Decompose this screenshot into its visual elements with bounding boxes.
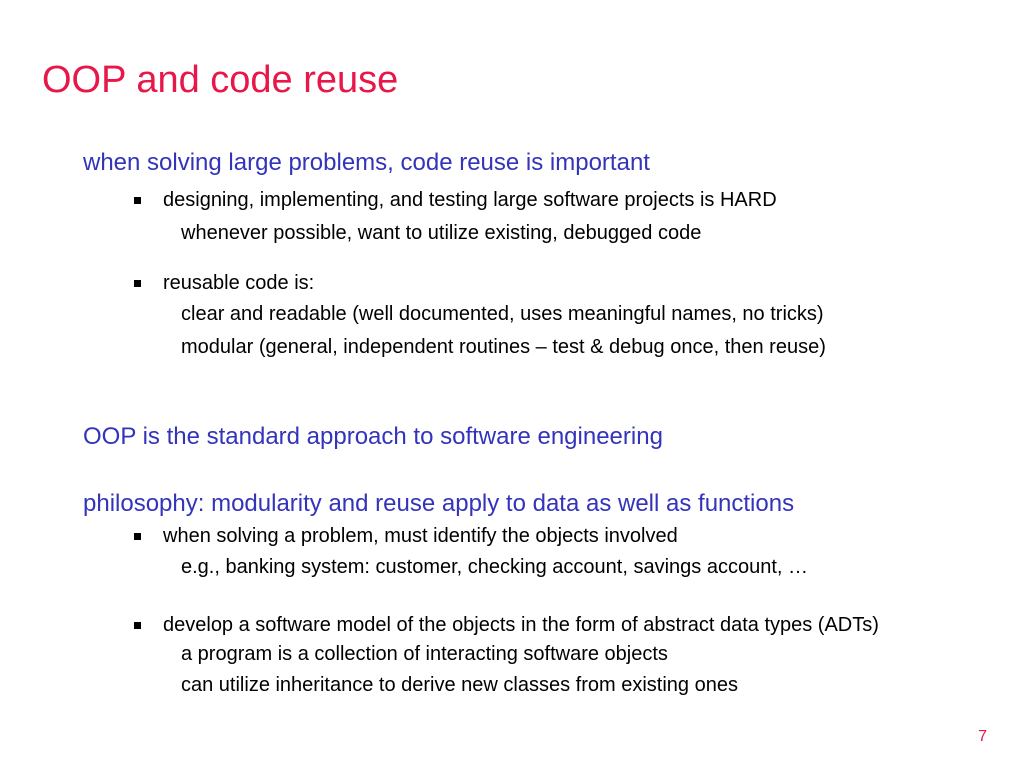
section-heading: OOP is the standard approach to software engineering <box>83 423 663 450</box>
section-heading: when solving large problems, code reuse is important <box>83 149 650 176</box>
sub-point: clear and readable (well documented, uses meaningful names, no tricks) <box>181 303 824 325</box>
slide-title: OOP and code reuse <box>42 59 399 101</box>
bullet-marker <box>134 533 141 540</box>
bullet-marker <box>134 197 141 204</box>
sub-point: can utilize inheritance to derive new classes from existing ones <box>181 674 738 696</box>
bullet-text: designing, implementing, and testing large software projects is HARD <box>163 189 777 211</box>
bullet-text: develop a software model of the objects in the form of abstract data types (ADTs) <box>163 614 879 636</box>
bullet-marker <box>134 622 141 629</box>
bullet-text: when solving a problem, must identify the objects involved <box>163 525 678 547</box>
page-number: 7 <box>978 728 987 745</box>
sub-point: whenever possible, want to utilize existing, debugged code <box>181 222 702 244</box>
bullet-marker <box>134 280 141 287</box>
sub-point: a program is a collection of interacting software objects <box>181 643 668 665</box>
bullet-text: reusable code is: <box>163 272 315 294</box>
sub-point: modular (general, independent routines – test & debug once, then reuse) <box>181 336 826 358</box>
section-heading: philosophy: modularity and reuse apply to data as well as functions <box>83 490 795 517</box>
sub-point: e.g., banking system: customer, checking account, savings account, … <box>181 556 808 578</box>
